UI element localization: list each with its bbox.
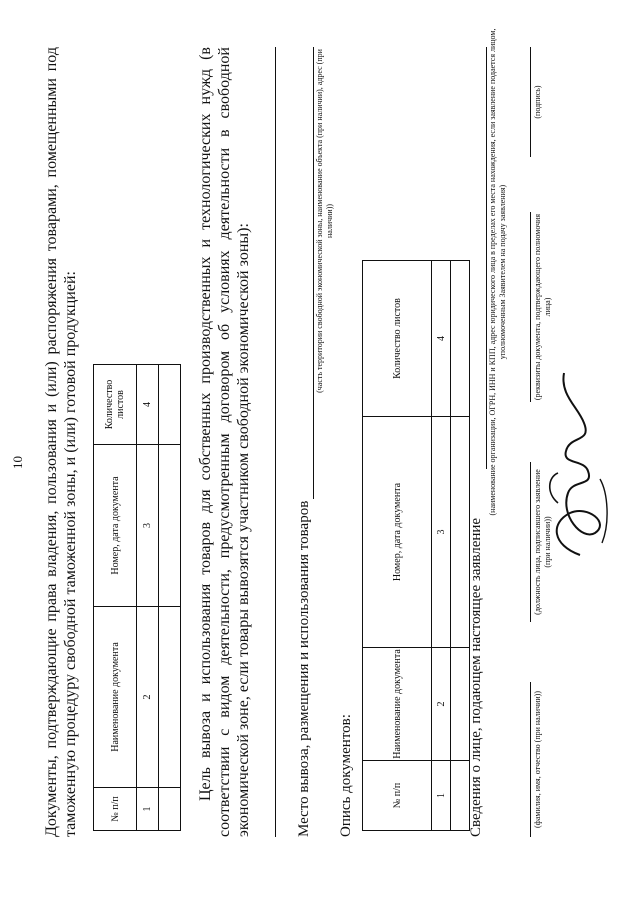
numbering-cell: 4 <box>432 261 451 417</box>
applicant-label: Сведения о лице, подающем настоящее заявление <box>468 517 484 837</box>
col-sheets-header: Количество листов <box>363 261 432 417</box>
col-name-header: Наименование документа <box>94 607 137 788</box>
numbering-cell: 2 <box>137 607 159 788</box>
inventory-label: Опись документов: <box>338 714 354 837</box>
empty-cell <box>159 788 181 831</box>
fill-line <box>275 47 276 837</box>
applicant-caption: (наименование организации, ОГРН, ИНН и КПП, адрес юридического лица в пределах его места нахождения, если заявление подается лицом, уполномоченным Заявителем на подачу заявления) <box>488 28 507 516</box>
empty-cell <box>159 607 181 788</box>
col-number-header: № п/п <box>363 761 432 831</box>
place-label: Место вывоза, размещения и использования товаров <box>296 500 312 837</box>
section2-text: Цель вывоза и использования товаров для собственных производственных и технологических нужд (в соответствии с видом деятельности, предусмотренным договором об условиях деятельности в свободной экономической зоне, если товары вывозятся участником свободной экономической зоны): <box>197 47 252 837</box>
col-date-header: Номер, дата документа <box>94 445 137 607</box>
empty-cell <box>451 417 470 648</box>
empty-cell <box>451 648 470 761</box>
empty-cell <box>451 261 470 417</box>
inventory-table <box>362 260 470 831</box>
numbering-cell: 2 <box>432 648 451 761</box>
position-line <box>530 462 531 622</box>
section1-text: Документы, подтверждающие права владения, пользования и (или) распоряжения товарами, помещенными под таможенную процедуру свободной таможенной зоны, и (или) готовой продукцией: <box>43 47 79 837</box>
table-numbering-row <box>432 261 451 831</box>
applicant-fill-line <box>486 47 487 469</box>
signature-caption: (подпись) <box>533 85 542 119</box>
numbering-cell: 4 <box>137 365 159 445</box>
numbering-cell: 1 <box>137 788 159 831</box>
position-caption: (должность лица, подписавшего заявление (при наличии)) <box>533 469 552 615</box>
col-name-header: Наименование документа <box>363 648 432 761</box>
requisites-caption: (реквизиты документа, подтверждающего полномочия лица) <box>533 213 552 401</box>
col-number-header: № п/п <box>94 788 137 831</box>
place-caption: (часть территории свободной экономической зоны, наименование объекта (при наличии), адрес (при наличии)) <box>315 49 334 393</box>
place-fill-line <box>313 47 314 499</box>
numbering-cell: 1 <box>432 761 451 831</box>
empty-cell <box>159 445 181 607</box>
empty-cell <box>159 365 181 445</box>
empty-cell <box>451 761 470 831</box>
col-date-header: Номер, дата документа <box>363 417 432 648</box>
fio-line <box>530 682 531 837</box>
table-header-row <box>94 365 137 831</box>
page-number: 10 <box>10 456 25 469</box>
table-row <box>451 261 470 831</box>
numbering-cell: 3 <box>432 417 451 648</box>
signature-line <box>530 47 531 157</box>
requisites-line <box>530 212 531 402</box>
table-numbering-row <box>137 365 159 831</box>
table-row <box>159 365 181 831</box>
ownership-documents-table <box>93 364 181 831</box>
fio-caption: (фамилия, имя, отчество (при наличии)) <box>533 691 542 828</box>
col-sheets-header: Количество листов <box>94 365 137 445</box>
table-header-row <box>363 261 432 831</box>
numbering-cell: 3 <box>137 445 159 607</box>
